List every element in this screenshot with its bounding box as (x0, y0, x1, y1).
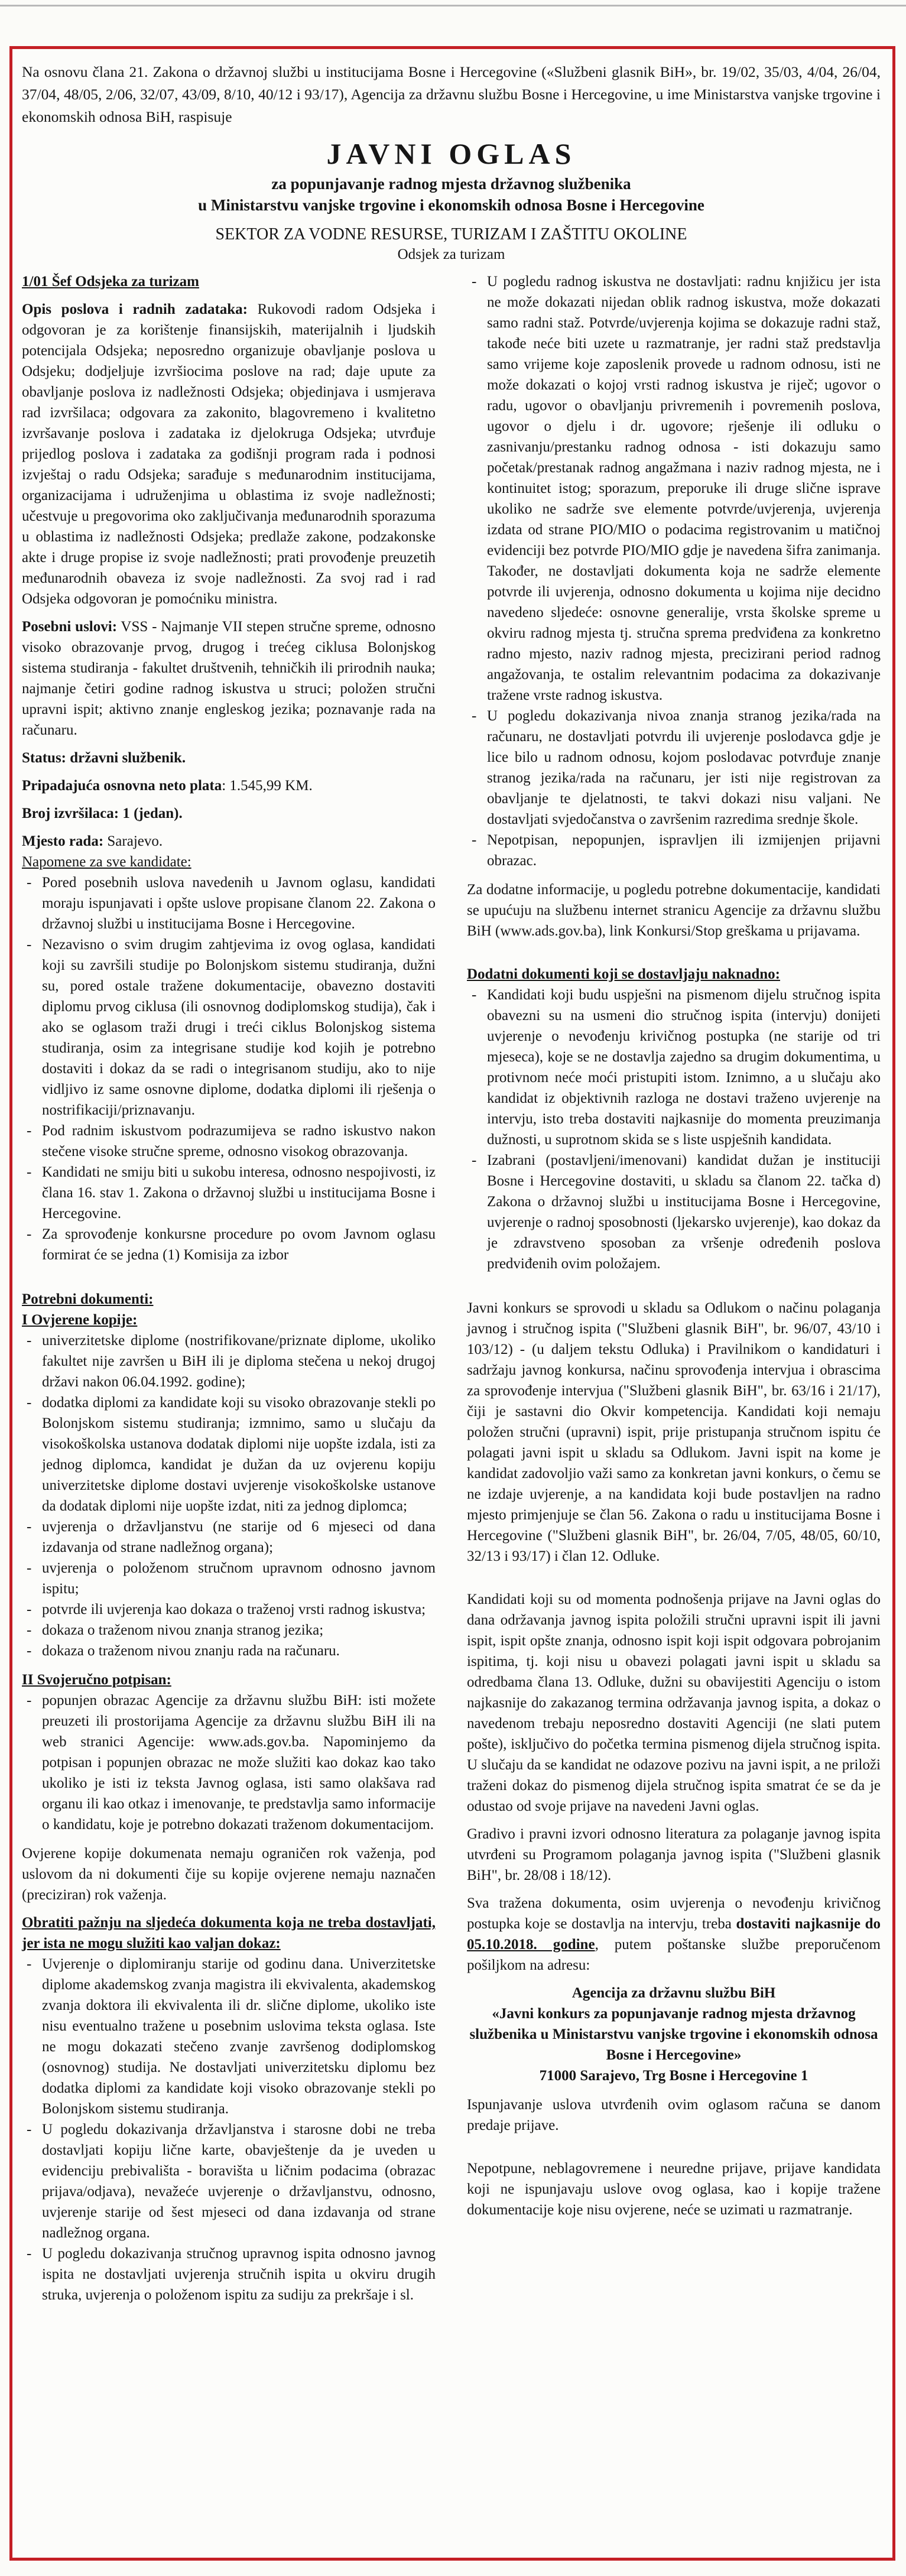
mailing-address (467, 1983, 881, 2086)
deadline-paragraph (467, 1893, 881, 1976)
salary-label: Pripadajuća osnovna neto plata (22, 778, 222, 794)
exam-paragraph: Javni konkurs se sprovodi u skladu sa Odlukom o načinu polaganja javnog i stručnog ispita ("Službeni glasnik BiH", br. 96/07, 43/10 i 103/12) - (u daljem tekstu Odluka) i Pravilnikom o kandidaturi i sadržaju javnog konkursa, načinu sprovođenja intervjua i obrascima za sprovođenje intervjua ("Službeni glasnik BiH", br. 63/16 i 21/17), čiji je sastavni dio Okvir kompetencija. Kandidati koji nemaju položen stručni (upravni) ispit, prije pristupanja stručnom ispitu će polagati javni ispit u skladu sa Odlukom. Javni ispit na kome je kandidat zadovoljio važi samo za konkretan javni konkurs, o čemu se ne izdaje uvjerenje, a na kandidata koji bude postavljen na radno mjesto primjenjuje se član 56. Zakona o radu u institucijama Bosne i Hercegovine ("Službeni glasnik BiH", br. 26/04, 7/05, 48/05, 60/10, 32/13 i 93/17) i član 12. Odluke. (467, 1300, 881, 1564)
list-item: - U pogledu dokazivanja nivoa znanja stranog jezika/rada na računaru, ne dostavljati potvrdu ili uvjerenje poslodavca gdje je lice bilo u radnom odnosu, kojom poslodavac potvrđuje znanje stranog jezika/rada na računaru, jer isti nije registrovan za obavljanje te djelatnosti, te takvi dokazi nisu valjani. Ne dostavljati svjedočanstva o završenim razredima srednje škole. (487, 706, 881, 830)
list-item: - popunjen obrazac Agencije za državnu službu BiH: isti možete preuzeti ili prostorijama Agencije za državnu službu BiH ili na web stranici Agencije: www.ads.gov.ba. Napominjemo da potpisan i popunjen obrazac ne može služiti kao dokaz kao tako ukoliko je isti iz teksta Javnog oglasa, isti samo olakšava rad organu ili kao otkaz i imenovanje, te predstavlja samo informacije o kandidatu, koje je potrebno dokazati traženom dokumentacijom. (42, 1690, 436, 1835)
list-item: - U pogledu dokazivanja stručnog upravnog ispita odnosno javnog ispita ne dostavljati uvjerenja stručnih ispita u okviru drugih struka, uvjerenja o položenom ispitu za sudiju za prekršaje i sl. (42, 2243, 436, 2305)
status-line: Status: državni službenik. (22, 750, 186, 766)
sector-heading: SEKTOR ZA VODNE RESURSE, TURIZAM I ZAŠTITU OKOLINE (215, 225, 687, 243)
address-line-3: 71000 Sarajevo, Trg Bosne i Hercegovine 1 (539, 2068, 808, 2084)
address-line-2: «Javni konkurs za popunjavanje radnog mjesta državnog službenika u Ministarstvu vanjske trgovine i ekonomskih odnosa Bosne i Hercegovine» (469, 2006, 878, 2063)
list-item: - U pogledu radnog iskustva ne dostavljati: radnu knjižicu jer ista ne može dokazati nijedan oblik radnog iskustva, može dokazati samo radni staž. Potvrde/uvjerenja kojima se dokazuje radni staž, takođe neće biti uzete u razmatranje, jer radni staž predstavlja samo vrijeme koje zaposlenik provede u radnom odnosu, isti ne može dokazati o kojoj vrsti radnog iskustva je riječ; ugovor o radu, ugovor o obavljanju privremenih i povremenih poslova, ugovor o djelu i dr. ugovore; rješenje ili odluku o zasnivanju/prestanku radnog odnosa - isti dokazuju samo početak/prestanak radnog angažmana i naziv radnog mjesta, ne i kontinuitet istog; sporazum, preporuke ili druge slične isprave ukoliko ne sadrže sve elemente potvrde/uvjerenja, uvjerenja izdata od strane PIO/MIO o podacima registrovanim u matičnoj evidenciji bez potvrde PIO/MIO gdje je navedena šifra zanimanja. Također, ne dostavljati dokumenta koja ne sadrže elemente potvrde ili uvjerenja, odnosno dokumenta u kojima nije decidno navedeno sljedeće: osnovne generalije, vrsta školske spreme u okviru radnog mjesta tj. stručna sprema predviđena za konkretno radno mjesto, naziv radnog mjesta, precizirani period radnog angažovanja, te ostalim relevantnim podacima za dokazivanje tražene vrste radnog iskustva. (487, 271, 881, 706)
documents-sub-1: I Ovjerene kopije: (22, 1312, 138, 1328)
address-line-1: Agencija za državnu službu BiH (571, 1985, 776, 2001)
documents-list-1 (22, 1330, 436, 1661)
announcement-body (22, 61, 881, 2548)
conditions-text: VSS - Najmanje VII stepen stručne spreme, odnosno visoko obrazovanje prvog, drugog i trećeg ciklusa Bolonjskog sistema studiranja - fakultet društvenih, tehničkih ili prirodnih nauka; najmanje četiri godine radnog iskustva u struci; položen stručni upravni ispit; aktivno znanje engleskog jezika; poznavanje rada na računaru. (22, 619, 436, 738)
warning-heading: Obratiti pažnju na sljedeća dokumenta koja ne treba dostavljati, jer ista ne mogu služiti kao valjan dokaz: (22, 1915, 436, 1951)
additional-documents-list (467, 985, 881, 1274)
list-item: - U pogledu dokazivanja državljanstva i starosne dobi ne treba dostavljati kopiju lične karte, obavještenje da je uveden u evidenciju prebivališta - boravišta u ličnim podacima (obrazac prijava/odjava), nevažeće uvjerenje o državljanstvu, odnosno, uvjerenje starije od šest mjeseci od dana izdavanja od strane nadležnog organa. (42, 2119, 436, 2243)
conditions-paragraph (22, 616, 436, 740)
notes-list (22, 872, 436, 1265)
subtitle-line-2: u Ministarstvu vanjske trgovine i ekonomskih odnosa Bosne i Hercegovine (198, 196, 704, 214)
announcement-title: JAVNI OGLAS (326, 137, 576, 170)
deadline-date: 05.10.2018. godine (467, 1937, 595, 1953)
list-item: - Kandidati ne smiju biti u sukobu interesa, odnosno nespojivosti, iz člana 16. stav 1. Zakona o državnoj službi u institucijama Bosne i Hercegovine. (42, 1162, 436, 1224)
list-item: - potvrde ili uvjerenja kao dokaza o traženoj vrsti radnog iskustva; (42, 1599, 436, 1620)
documents-sub-2: II Svojeručno potpisan: (22, 1672, 171, 1688)
page-top-rule (0, 5, 906, 7)
literature-paragraph: Gradivo i pravni izvori odnosno literatura za polaganje javnog ispita utvrđeni su Programom polaganja javnog ispita ("Službeni glasnik BiH", br. 28/08 i 18/12). (467, 1826, 881, 1883)
list-item: - Pored posebnih uslova navedenih u Javnom oglasu, kandidati moraju ispunjavati i opšte uslove propisane članom 22. Zakona o državnoj službi u institucijama Bosne i Hercegovine. (42, 872, 436, 934)
list-item: - dokaza o traženom nivou znanju rada na računaru. (42, 1641, 436, 1661)
list-item: - dodatka diplomi za kandidate koji su visoko obrazovanje stekli po Bolonjskom sistemu studiranja; izmnimo, samo u slučaju da visokoškolska ustanova dodatak diplomi nije uopšte izdala, isti za jednog diplomca, kandidat je dužan da uz ovjerenu kopiju univerzitetske diplome dostavi uvjerenje visokoškolske ustanove da dodatak diplomi nije uopšte izdat, niti za jednog diplomca; (42, 1392, 436, 1516)
additional-documents-heading: Dodatni dokumenti koji se dostavljaju naknadno: (467, 966, 780, 982)
duties-text: Rukovodi radom Odsjeka i odgovoran je za korištenje finansijskih, materijalnih i ljudskih potencijala Odsjeka; neposredno organizuje obavljanje poslova u Odsjeku; dodjeljuje izvršiocima poslove na rad; daje upute za obavljanje poslova iz nadležnosti Odsjeka; objedinjava i usmjerava rad izvršilaca; odgovara za zakonito, blagovremeno i kvalitetno izvršavanje poslova i zadataka iz djelokruga Odsjeka; utvrđuje prijedlog poslova i zadataka za godišnji program rada i podnosi izvještaj o radu Odsjeka; sarađuje s međunarodnim institucijama, organizacijama i udruženjima u oblastima iz svoje nadležnosti; učestvuje u pregovorima oko zaključivanja međunarodnih sporazuma u oblastima iz nadležnosti Odsjeka; predlaže zakone, podzakonske akte i druge propise iz svoje nadležnosti; prati provođenje preuzetih međunarodnih obaveza iz svoje nadležnosti. Za svoj rad i rad Odsjeka odgovoran je pomoćniku ministra. (22, 301, 436, 607)
documents-heading: Potrebni dokumenti: (22, 1291, 154, 1307)
notes-heading: Napomene za sve kandidate: (22, 854, 191, 870)
location-value: Sarajevo. (103, 833, 163, 849)
list-item: - Kandidati koji budu uspješni na pismenom dijelu stručnog ispita obavezni su na usmeni dio stručnog ispita (intervju) donijeti uvjerenje o nevođenju krivičnog postupka (ne starije od tri mjeseca), koje se ne dostavlja zajedno sa drugim dokumentima, u protivnom neće moći pristupiti istom. Iznimno, a u slučaju ako kandidat iz objektivnih razloga ne dostavi traženo uvjerenje na intervju, isto treba dostaviti najkasnije do momenta preuzimanja dužnosti, u suprotnom skida se s liste uspješnih kandidata. (487, 985, 881, 1150)
conditions-label: Posebni uslovi: (22, 619, 118, 635)
submission-date-note: Ispunjavanje uslova utvrđenih ovim oglasom računa se danom predaje prijave. (467, 2097, 881, 2133)
list-item: - uvjerenja o državljanstvu (ne starije od 6 mjeseci od dana izdavanja od strane nadležnog organa); (42, 1516, 436, 1558)
list-item: - Nezavisno o svim drugim zahtjevima iz ovog oglasa, kandidati koji su završili studije po Bolonjskom sistemu studiranja, dužni su, pored ostale tražene dokumentacije, obavezno dostaviti diplomu prvog ciklusa (ili osnovnog dodiplomskog studija), čak i ako se oglasom traži drugi i treći ciklus Bolonjskog sistema studiranja, osim za integrisane studije kod kojih je potrebno dostaviti i dokaz da se radi o integrisanom studiju, ako to nije vidljivo iz same osnovne diplome, dodatka diplomi ili rješenja o nostrifikaciji/priznavanju. (42, 934, 436, 1120)
announcement-frame (9, 46, 895, 2561)
deadline-text: Sva tražena dokumenta, osim uvjerenja o nevođenju krivičnog postupka koje se dostavlja na intervju, treba (467, 1895, 881, 1932)
list-item: - uvjerenja o položenom stručnom upravnom odnosno javnom ispitu; (42, 1558, 436, 1599)
location-line (22, 831, 436, 852)
deadline-post: , putem poštanske službe preporučenom pošiljkom na adresu: (467, 1937, 881, 1973)
list-item: - dokaza o traženom nivou znanja stranog jezika; (42, 1620, 436, 1641)
documents-list-2 (22, 1690, 436, 1835)
list-item: - Izabrani (postavljeni/imenovani) kandidat dužan je instituciji Bosne i Hercegovine dostaviti, u skladu sa članom 22. tačka d) Zakona o državnoj službi u institucijama Bosne i Hercegovine, uvjerenje o radnoj sposobnosti (ljekarsko uvjerenje), kao dokaz da je zdravstveno sposoban za vršenje određenih poslova predviđenih ovim položajem. (487, 1150, 881, 1274)
deadline-bold: dostaviti najkasnije do (736, 1916, 881, 1932)
right-column (467, 271, 881, 2314)
left-column (22, 271, 436, 2314)
duties-paragraph (22, 299, 436, 609)
location-label: Mjesto rada: (22, 833, 104, 849)
candidates-paragraph: Kandidati koji su od momenta podnošenja prijave na Javni oglas do dana održavanja javnog ispita položili stručni upravni ispit ili javni ispit, ispit opšte znanja, odnosno ispit koji ispit odgovara pobrojanim ispitima, tj. koji nisu u obavezi polagati javni ispit u skladu sa odredbama člana 13. Odluke, dužni su obavijestiti Agenciju o istom najkasnije do zakazanog termina održavanja javnog ispita, a dokaz o navedenom trebaju neposredno dostaviti Agenciji (ne slati putem pošte), isključivo do početka termina pismenog dijela stručnog ispita. U slučaju da se kandidat ne odazove pozivu na javni ispit, a ne priloži traženi dokaz do pismenog dijela stručnog ispita smatrat će se da je odustao od svoje prijave na navedeni Javni oglas. (467, 1591, 881, 1814)
department-heading: Odsjek za turizam (397, 246, 505, 262)
subtitle-line-1: za popunjavanje radnog mjesta državnog službenika (271, 175, 631, 193)
intro-paragraph: Na osnovu člana 21. Zakona o državnoj službi u institucijama Bosne i Hercegovine («Službeni glasnik BiH», br. 19/02, 35/03, 4/04, 26/04, 37/04, 48/05, 2/06, 32/07, 43/09, 8/10, 40/12 i 93/17), Agencija za državnu službu Bosne i Hercegovine, u ime Ministarstva vanjske trgovine i ekonomskih odnosa BiH, raspisuje (22, 63, 881, 125)
list-item: - Za sprovođenje konkursne procedure po ovom Javnom oglasu formirat će se jedna (1) Komisija za izbor (42, 1224, 436, 1265)
certified-copies-note: Ovjerene kopije dokumenata nemaju ograničen rok važenja, pod uslovom da ni dokumenti čije su kopije ovjerene nemaju naznačen (preciziran) rok važenja. (22, 1846, 436, 1903)
final-note: Nepotpune, neblagovremene i neuredne prijave, prijave kandidata koji ne ispunjavaju uslove ovog oglasa, kao i kopije tražene dokumentacije koje nisu ovjerene, neće se uzimati u razmatranje. (467, 2161, 881, 2218)
executors-line: Broj izvršilaca: 1 (jedan). (22, 805, 183, 821)
salary-line (22, 775, 436, 796)
list-item: - Pod radnim iskustvom podrazumijeva se radno iskustvo nakon stečene visoke stručne spreme, odnosno visokog obrazovanja. (42, 1120, 436, 1162)
info-paragraph: Za dodatne informacije, u pogledu potrebne dokumentacije, kandidati se upućuju na službenu internet stranicu Agencije za državnu službu BiH (www.ads.gov.ba), link Konkursi/Stop greškama u prijavama. (467, 882, 881, 939)
salary-value: : 1.545,99 KM. (222, 778, 313, 794)
warning-list-continued (467, 271, 881, 871)
list-item: - Uvjerenje o diplomiranju starije od godinu dana. Univerzitetske diplome akademskog zvanja magistra ili ekvivalenta, akademskog zvanja doktora ili ekvivalenta ili dr. slične diplome, ukoliko iste nisu eventualno tražene u posebnim uslovima teksta oglasa. Iste ne mogu dokazati stečeno zvanje završenog dodiplomskog (osnovnog) studija. Ne dostavljati univerzitetsku diplomu bez dodatka diplomi za kandidate koji visoko obrazovanje stekli po Bolonjskom sistemu studiranja. (42, 1954, 436, 2119)
list-item: - univerzitetske diplome (nostrifikovane/priznate diplome, ukoliko fakultet nije završen u BiH ili je diploma stečena u nekoj drugoj državi nakon 06.04.1992. godine); (42, 1330, 436, 1392)
list-item: - Nepotpisan, nepopunjen, ispravljen ili izmijenjen prijavni obrazac. (487, 830, 881, 871)
warning-list (22, 1954, 436, 2305)
position-title: 1/01 Šef Odsjeka za turizam (22, 274, 199, 290)
duties-label: Opis poslova i radnih zadataka: (22, 301, 248, 317)
two-column-content (22, 271, 881, 2314)
